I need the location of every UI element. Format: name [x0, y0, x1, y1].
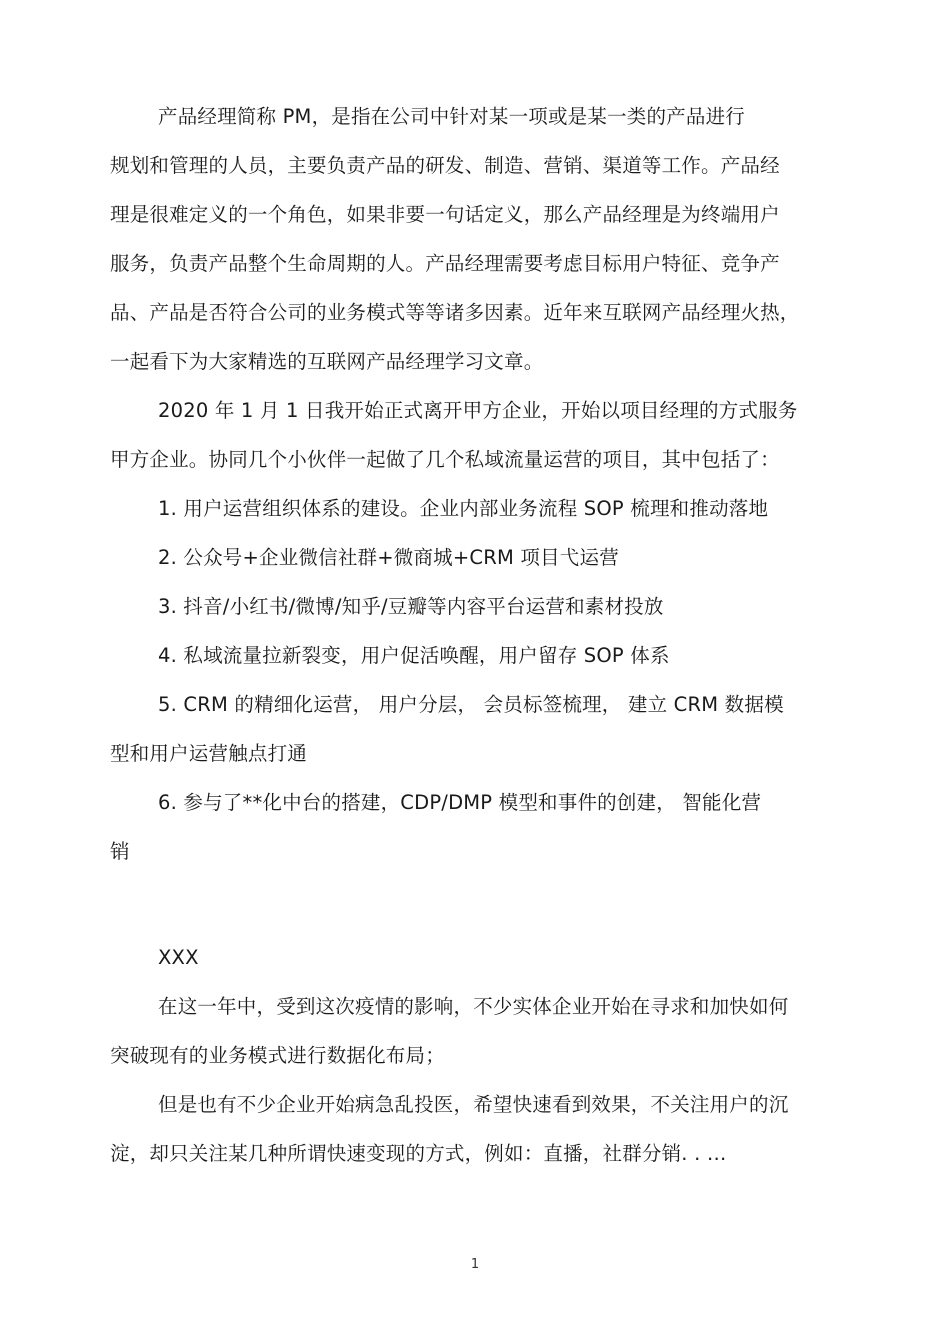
document-body	[110, 92, 850, 1178]
list-item: 5. CRM 的精细化运营， 用户分层， 会员标签梳理， 建立 CRM 数据模	[158, 693, 784, 716]
list-item-continuation: 销	[110, 840, 130, 863]
text-line: 理是很难定义的一个角色，如果非要一句话定义，那么产品经理是为终端用户	[110, 203, 780, 226]
text-line: 产品经理简称 PM，是指在公司中针对某一项或是某一类的产品进行	[158, 105, 745, 128]
section-heading: XXX	[158, 946, 199, 969]
list-item: 6. 参与了**化中台的搭建，CDP/DMP 模型和事件的创建， 智能化营	[158, 791, 762, 814]
list-item: 4. 私域流量拉新裂变，用户促活唤醒，用户留存 SOP 体系	[158, 644, 670, 667]
list-item: 1. 用户运营组织体系的建设。企业内部业务流程 SOP 梳理和推动落地	[158, 497, 769, 520]
text-line: 2020 年 1 月 1 日我开始正式离开甲方企业，开始以项目经理的方式服务	[158, 399, 798, 422]
text-line: 淀，却只关注某几种所谓快速变现的方式，例如：直播，社群分销. . …	[110, 1142, 727, 1165]
text-line: 规划和管理的人员，主要负责产品的研发、制造、营销、渠道等工作。产品经	[110, 154, 780, 177]
list-item: 3. 抖音/小红书/微博/知乎/豆瓣等内容平台运营和素材投放	[158, 595, 664, 618]
project-list	[110, 484, 850, 876]
text-line: 在这一年中，受到这次疫情的影响，不少实体企业开始在寻求和加快如何	[158, 995, 789, 1018]
list-item-continuation: 型和用户运营触点打通	[110, 742, 308, 765]
project-paragraph	[110, 386, 850, 484]
conclusion-paragraph	[110, 1080, 850, 1178]
spacer	[110, 876, 850, 933]
intro-paragraph	[110, 92, 850, 386]
pandemic-paragraph	[110, 982, 850, 1080]
text-line: 甲方企业。协同几个小伙伴一起做了几个私域流量运营的项目，其中包括了：	[110, 448, 780, 471]
text-line: 品、产品是否符合公司的业务模式等等诸多因素。近年来互联网产品经理火热，	[110, 301, 800, 324]
text-line: 突破现有的业务模式进行数据化布局；	[110, 1044, 445, 1067]
text-line: 但是也有不少企业开始病急乱投医，希望快速看到效果，不关注用户的沉	[158, 1093, 789, 1116]
page-number: 1	[470, 1257, 480, 1272]
list-item: 2. 公众号+企业微信社群+微商城+CRM 项目弋运营	[158, 546, 619, 569]
text-line: 服务，负责产品整个生命周期的人。产品经理需要考虑目标用户特征、竞争产	[110, 252, 780, 275]
text-line: 一起看下为大家精选的互联网产品经理学习文章。	[110, 350, 544, 373]
